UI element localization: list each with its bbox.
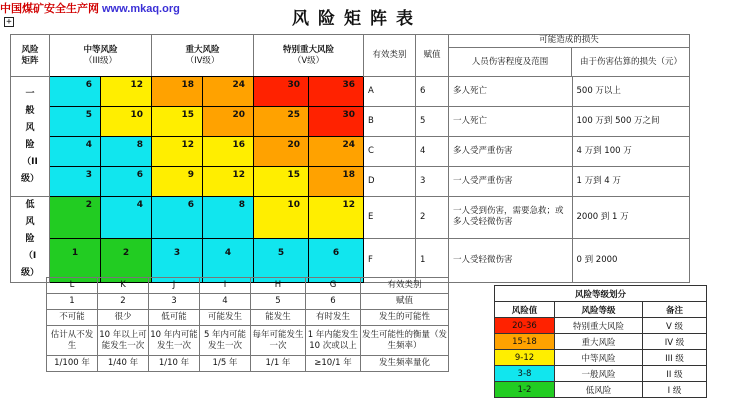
matrix-cell: 16 <box>203 137 254 167</box>
likelihood-frequency: 1/1 年 <box>251 356 306 372</box>
matrix-cell: 4 <box>50 137 101 167</box>
personnel-injury-header: 人员伤害程度及范围 <box>449 48 572 76</box>
matrix-cell: 3 <box>152 238 203 282</box>
matrix-cell: 20 <box>203 107 254 137</box>
page-title: 风险矩阵表 <box>292 9 422 29</box>
likelihood-row-label: 发生的可能性 <box>361 310 449 326</box>
likelihood-code: K <box>98 278 149 294</box>
likelihood-table <box>46 277 449 372</box>
value-cell: 4 <box>416 137 449 167</box>
loss-cell: 500 万以上 <box>572 77 690 107</box>
injury-cell: 一人受到伤害，需要急救；或多人受轻微伤害 <box>449 197 573 239</box>
likelihood-row-label: 有效类别 <box>361 278 449 294</box>
likelihood-detail: 估计从不发生 <box>47 326 98 356</box>
legend-header: 备注 <box>643 302 707 318</box>
legend-level: 一般风险 <box>555 366 643 382</box>
likelihood-detail: 10 年以上可能发生一次 <box>98 326 149 356</box>
legend-note: IV 级 <box>643 334 707 350</box>
matrix-row-b <box>11 107 690 137</box>
likelihood-row-label: 赋值 <box>361 294 449 310</box>
likelihood-code: L <box>47 278 98 294</box>
matrix-row-d <box>11 167 690 197</box>
value-cell: 3 <box>416 167 449 197</box>
corner-label-line1: 风险 <box>21 44 39 55</box>
severity-header-medium <box>50 35 152 77</box>
injury-cell: 一人受严重伤害 <box>449 167 573 197</box>
likelihood-description: 可能发生 <box>200 310 251 326</box>
likelihood-code: I <box>200 278 251 294</box>
category-cell: C <box>364 137 416 167</box>
matrix-cell: 2 <box>50 197 101 239</box>
possible-loss-subheaders <box>449 48 689 76</box>
likelihood-detail-row <box>47 326 449 356</box>
likelihood-detail: 每年可能发生一次 <box>251 326 306 356</box>
legend-header: 风险值 <box>495 302 555 318</box>
loss-cell: 4 万到 100 万 <box>572 137 690 167</box>
severity-grade: （III级） <box>83 55 118 66</box>
likelihood-code-row <box>47 278 449 294</box>
injury-cell: 多人死亡 <box>449 77 573 107</box>
likelihood-code: G <box>306 278 361 294</box>
likelihood-description: 不可能 <box>47 310 98 326</box>
severity-name: 特别重大风险 <box>282 44 334 55</box>
category-cell: B <box>364 107 416 137</box>
severity-grade: （IV级） <box>185 55 220 66</box>
likelihood-description: 很少 <box>98 310 149 326</box>
matrix-cell: 15 <box>152 107 203 137</box>
matrix-cell: 8 <box>101 137 152 167</box>
legend-header: 风险等级 <box>555 302 643 318</box>
injury-cell: 一人死亡 <box>449 107 573 137</box>
matrix-cell: 25 <box>254 107 309 137</box>
legend-caption: 风险等级划分 <box>495 286 707 302</box>
legend-note: V 级 <box>643 318 707 334</box>
likelihood-value: 6 <box>306 294 361 310</box>
likelihood-detail: 10 年内可能发生一次 <box>149 326 200 356</box>
matrix-cell: 12 <box>309 197 364 239</box>
matrix-cell: 6 <box>101 167 152 197</box>
likelihood-frequency-row <box>47 356 449 372</box>
legend-level: 中等风险 <box>555 350 643 366</box>
matrix-cell: 6 <box>152 197 203 239</box>
risk-group-general: 一 般 风 险 （II 级） <box>11 77 50 197</box>
risk-group-low: 低 风 险 （I 级） <box>11 197 50 283</box>
matrix-cell: 5 <box>50 107 101 137</box>
matrix-cell: 12 <box>152 137 203 167</box>
likelihood-frequency: 1/40 年 <box>98 356 149 372</box>
matrix-row-a <box>11 77 690 107</box>
effective-category-header: 有效类别 <box>364 35 416 77</box>
likelihood-detail: 1 年内能发生 10 次或以上 <box>306 326 361 356</box>
matrix-cell: 18 <box>309 167 364 197</box>
loss-cell: 100 万到 500 万之间 <box>572 107 690 137</box>
injury-cell: 多人受严重伤害 <box>449 137 573 167</box>
legend-range-swatch: 9-12 <box>495 350 555 366</box>
severity-header-extreme <box>254 35 364 77</box>
legend-note: I 级 <box>643 382 707 398</box>
legend-note: II 级 <box>643 366 707 382</box>
likelihood-row-label: 发生频率量化 <box>361 356 449 372</box>
likelihood-value-row <box>47 294 449 310</box>
matrix-row-c <box>11 137 690 167</box>
matrix-cell: 5 <box>254 238 309 282</box>
matrix-cell: 12 <box>203 167 254 197</box>
legend-level: 低风险 <box>555 382 643 398</box>
matrix-cell: 6 <box>50 77 101 107</box>
likelihood-description: 低可能 <box>149 310 200 326</box>
category-cell: A <box>364 77 416 107</box>
watermark-url: www.mkaq.org <box>102 3 180 15</box>
likelihood-description: 有时发生 <box>306 310 361 326</box>
legend-row <box>495 334 707 350</box>
matrix-cell: 30 <box>309 107 364 137</box>
severity-header-major <box>152 35 254 77</box>
legend-row <box>495 350 707 366</box>
likelihood-code: H <box>251 278 306 294</box>
value-cell: 6 <box>416 77 449 107</box>
likelihood-value: 5 <box>251 294 306 310</box>
loss-cell: 2000 到 1 万 <box>572 197 690 239</box>
loss-cell: 1 万到 4 万 <box>572 167 690 197</box>
matrix-row-f <box>11 238 690 282</box>
likelihood-value: 3 <box>149 294 200 310</box>
legend-caption-row <box>495 286 707 302</box>
legend-range-swatch: 1-2 <box>495 382 555 398</box>
matrix-cell: 1 <box>50 238 101 282</box>
table-move-handle-icon[interactable]: + <box>4 17 14 27</box>
matrix-cell: 9 <box>152 167 203 197</box>
matrix-row-e <box>11 197 690 239</box>
likelihood-code: J <box>149 278 200 294</box>
possible-loss-label: 可能造成的损失 <box>449 35 689 48</box>
category-cell: E <box>364 197 416 239</box>
risk-level-legend-table <box>494 285 707 398</box>
risk-matrix-table <box>10 34 690 283</box>
matrix-cell: 4 <box>101 197 152 239</box>
matrix-cell: 24 <box>309 137 364 167</box>
legend-header-row <box>495 302 707 318</box>
legend-level: 特别重大风险 <box>555 318 643 334</box>
value-cell: 2 <box>416 197 449 239</box>
likelihood-frequency: 1/10 年 <box>149 356 200 372</box>
legend-range-swatch: 15-18 <box>495 334 555 350</box>
value-cell: 5 <box>416 107 449 137</box>
value-cell: 1 <box>416 238 449 282</box>
legend-note: III 级 <box>643 350 707 366</box>
likelihood-detail: 5 年内可能发生一次 <box>200 326 251 356</box>
matrix-cell: 36 <box>309 77 364 107</box>
matrix-cell: 3 <box>50 167 101 197</box>
likelihood-value: 4 <box>200 294 251 310</box>
severity-name: 中等风险 <box>83 44 118 55</box>
legend-range-swatch: 3-8 <box>495 366 555 382</box>
legend-row <box>495 318 707 334</box>
legend-row <box>495 382 707 398</box>
matrix-cell: 18 <box>152 77 203 107</box>
likelihood-value: 2 <box>98 294 149 310</box>
possible-loss-header <box>449 35 690 77</box>
legend-level: 重大风险 <box>555 334 643 350</box>
matrix-cell: 15 <box>254 167 309 197</box>
matrix-cell: 4 <box>203 238 254 282</box>
matrix-cell: 2 <box>101 238 152 282</box>
matrix-cell: 6 <box>309 238 364 282</box>
matrix-cell: 30 <box>254 77 309 107</box>
severity-grade: （V级） <box>292 55 325 66</box>
likelihood-row-label: 发生可能性的衡量（发生频率） <box>361 326 449 356</box>
matrix-corner-header <box>11 35 50 77</box>
matrix-cell: 8 <box>203 197 254 239</box>
matrix-cell: 12 <box>101 77 152 107</box>
legend-range-swatch: 20-36 <box>495 318 555 334</box>
assigned-value-header: 赋值 <box>416 35 449 77</box>
category-cell: D <box>364 167 416 197</box>
corner-label-line2: 矩阵 <box>21 55 39 66</box>
economic-loss-header: 由于伤害估算的损失（元） <box>580 56 683 67</box>
loss-cell: 0 到 2000 <box>572 238 690 282</box>
severity-name: 重大风险 <box>185 44 220 55</box>
matrix-cell: 24 <box>203 77 254 107</box>
likelihood-value: 1 <box>47 294 98 310</box>
likelihood-description: 能发生 <box>251 310 306 326</box>
watermark-site-name: 中国煤矿安全生产网 <box>0 3 99 15</box>
matrix-cell: 10 <box>254 197 309 239</box>
legend-row <box>495 366 707 382</box>
category-cell: F <box>364 238 416 282</box>
matrix-cell: 20 <box>254 137 309 167</box>
likelihood-frequency: 1/100 年 <box>47 356 98 372</box>
likelihood-frequency: ≥10/1 年 <box>306 356 361 372</box>
matrix-header-row <box>11 35 690 77</box>
matrix-cell: 10 <box>101 107 152 137</box>
likelihood-frequency: 1/5 年 <box>200 356 251 372</box>
injury-cell: 一人受轻微伤害 <box>449 238 573 282</box>
likelihood-description-row <box>47 310 449 326</box>
site-watermark <box>0 0 180 16</box>
